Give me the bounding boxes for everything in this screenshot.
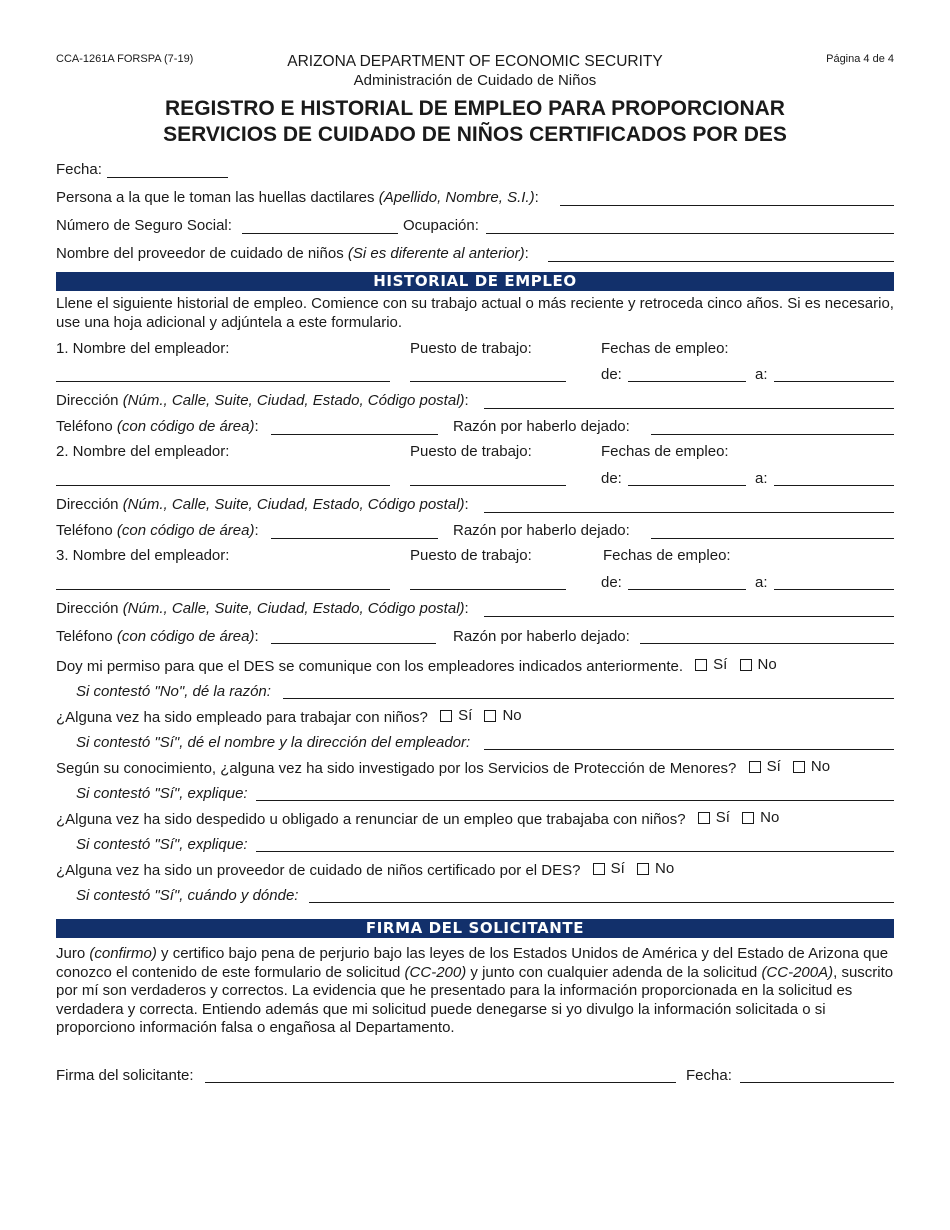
question-1-no-checkbox[interactable] [740,659,752,671]
employer-1-phone-label: Teléfono (con código de área): [56,418,259,435]
employer-2-dates-label: Fechas de empleo: [601,443,729,460]
question-4-followup-label: Si contestó "Sí", explique: [76,836,248,853]
employer-2-address-label: Dirección (Núm., Calle, Suite, Ciudad, Estado, Código postal): [56,496,469,513]
signature-attestation: Juro (confirmo) y certifico bajo pena de perjurio bajo las leyes de los Estados Unidos de América y del Estado de Arizona que conozco el contenido de este formulario de solicitud (CC-200) y junto con cualquier adenda de la solicitud (CC-200A), suscrito por mí son verdaderos y correctos. La evidencia que he presentado para la información proporcionada en la solicitud es verdadera y correcta. Entiendo además que mi solicitud puede denegarse si yo divulgo la información solicitada o si proporciono información falsa o engañosa al Departamento. [56,945,894,1036]
employer-1-phone-input[interactable] [271,434,438,435]
employer-2-reason-input[interactable] [651,538,894,539]
employer-2-position-label: Puesto de trabajo: [410,443,532,460]
employer-1-from-label: de: [601,366,622,383]
employer-3-position-input[interactable] [410,589,566,590]
employer-1-position-input[interactable] [410,381,566,382]
person-input[interactable] [560,205,894,206]
signature-input[interactable] [205,1082,676,1083]
employer-1-address-input[interactable] [484,408,894,409]
employer-3-reason-input[interactable] [640,643,894,644]
employer-2-from-label: de: [601,470,622,487]
employer-3-dates-label: Fechas de empleo: [603,547,731,564]
employment-history-banner: HISTORIAL DE EMPLEO [56,272,894,291]
employer-3-to-input[interactable] [774,589,894,590]
division-name: Administración de Cuidado de Niños [353,72,597,89]
question-4: ¿Alguna vez ha sido despedido u obligado a renunciar de un empleo que trabajaba con niños? Sí No [56,809,780,828]
question-1-followup-input[interactable] [283,698,894,699]
question-1-followup-label: Si contestó "No", dé la razón: [76,683,271,700]
employer-2-to-label: a: [755,470,768,487]
employer-1-to-label: a: [755,366,768,383]
question-4-yes-checkbox[interactable] [698,812,710,824]
employer-2-phone-input[interactable] [271,538,438,539]
employer-1-from-input[interactable] [628,381,746,382]
date-input[interactable] [107,177,228,178]
question-2-followup-label: Si contestó "Sí", dé el nombre y la dirección del empleador: [76,734,471,751]
employer-1-name-input[interactable] [56,381,390,382]
employment-instructions: Llene el siguiente historial de empleo. Comience con su trabajo actual o más reciente y retroceda cinco años. Si es necesario, use una hoja adicional y adjúntela a este formulario. [56,295,894,331]
question-4-followup-input[interactable] [256,851,894,852]
employer-1-label: 1. Nombre del empleador: [56,340,230,357]
employer-3-from-input[interactable] [628,589,746,590]
employer-2-label: 2. Nombre del empleador: [56,443,230,460]
employer-1-reason-input[interactable] [651,434,894,435]
signature-banner: FIRMA DEL SOLICITANTE [56,919,894,938]
employer-1-address-label: Dirección (Núm., Calle, Suite, Ciudad, Estado, Código postal): [56,392,469,409]
employer-2-reason-label: Razón por haberlo dejado: [453,522,630,539]
signature-date-input[interactable] [740,1082,894,1083]
department-name: ARIZONA DEPARTMENT OF ECONOMIC SECURITY [287,53,663,70]
employer-3-address-input[interactable] [484,616,894,617]
occupation-input[interactable] [486,233,894,234]
question-1-yes-checkbox[interactable] [695,659,707,671]
ssn-label: Número de Seguro Social: [56,217,232,234]
question-3-no-checkbox[interactable] [793,761,805,773]
employer-3-position-label: Puesto de trabajo: [410,547,532,564]
form-title-line-1: REGISTRO E HISTORIAL DE EMPLEO PARA PROPORCIONAR [165,97,785,120]
date-label: Fecha: [56,161,102,178]
employer-2-address-input[interactable] [484,512,894,513]
person-label: Persona a la que le toman las huellas dactilares (Apellido, Nombre, S.I.): [56,189,539,206]
question-4-no-checkbox[interactable] [742,812,754,824]
employer-3-reason-label: Razón por haberlo dejado: [453,628,630,645]
signature-date-label: Fecha: [686,1067,732,1084]
employer-3-address-label: Dirección (Núm., Calle, Suite, Ciudad, Estado, Código postal): [56,600,469,617]
question-1: Doy mi permiso para que el DES se comunique con los empleadores indicados anteriormente. Sí No [56,656,777,675]
question-3-followup-label: Si contestó "Sí", explique: [76,785,248,802]
provider-label: Nombre del proveedor de cuidado de niños (Si es diferente al anterior): [56,245,529,262]
question-3-followup-input[interactable] [256,800,894,801]
employer-1-reason-label: Razón por haberlo dejado: [453,418,630,435]
employer-1-to-input[interactable] [774,381,894,382]
question-3: Según su conocimiento, ¿alguna vez ha sido investigado por los Servicios de Protección de Menores? Sí No [56,758,831,777]
question-2-no-checkbox[interactable] [484,710,496,722]
employer-2-position-input[interactable] [410,485,566,486]
employer-3-label: 3. Nombre del empleador: [56,547,230,564]
ssn-input[interactable] [242,233,398,234]
employer-2-phone-label: Teléfono (con código de área): [56,522,259,539]
employer-2-to-input[interactable] [774,485,894,486]
question-2-followup-input[interactable] [484,749,894,750]
question-5-followup-input[interactable] [309,902,894,903]
employer-3-phone-label: Teléfono (con código de área): [56,628,259,645]
question-3-yes-checkbox[interactable] [749,761,761,773]
question-2-yes-checkbox[interactable] [440,710,452,722]
employer-3-from-label: de: [601,574,622,591]
form-title-line-2: SERVICIOS DE CUIDADO DE NIÑOS CERTIFICADOS POR DES [163,123,787,146]
employer-3-phone-input[interactable] [271,643,436,644]
employer-2-name-input[interactable] [56,485,390,486]
form-code: CCA-1261A FORSPA (7-19) [56,53,194,65]
occupation-label: Ocupación: [403,217,479,234]
signature-label: Firma del solicitante: [56,1067,194,1084]
question-5-no-checkbox[interactable] [637,863,649,875]
employer-3-to-label: a: [755,574,768,591]
question-5: ¿Alguna vez ha sido un proveedor de cuidado de niños certificado por el DES? Sí No [56,860,675,879]
employer-1-position-label: Puesto de trabajo: [410,340,532,357]
page-number: Página 4 de 4 [826,53,894,65]
employer-1-dates-label: Fechas de empleo: [601,340,729,357]
employer-2-from-input[interactable] [628,485,746,486]
question-2: ¿Alguna vez ha sido empleado para trabajar con niños? Sí No [56,707,522,726]
employer-3-name-input[interactable] [56,589,390,590]
provider-input[interactable] [548,261,894,262]
question-5-followup-label: Si contestó "Sí", cuándo y dónde: [76,887,299,904]
question-5-yes-checkbox[interactable] [593,863,605,875]
